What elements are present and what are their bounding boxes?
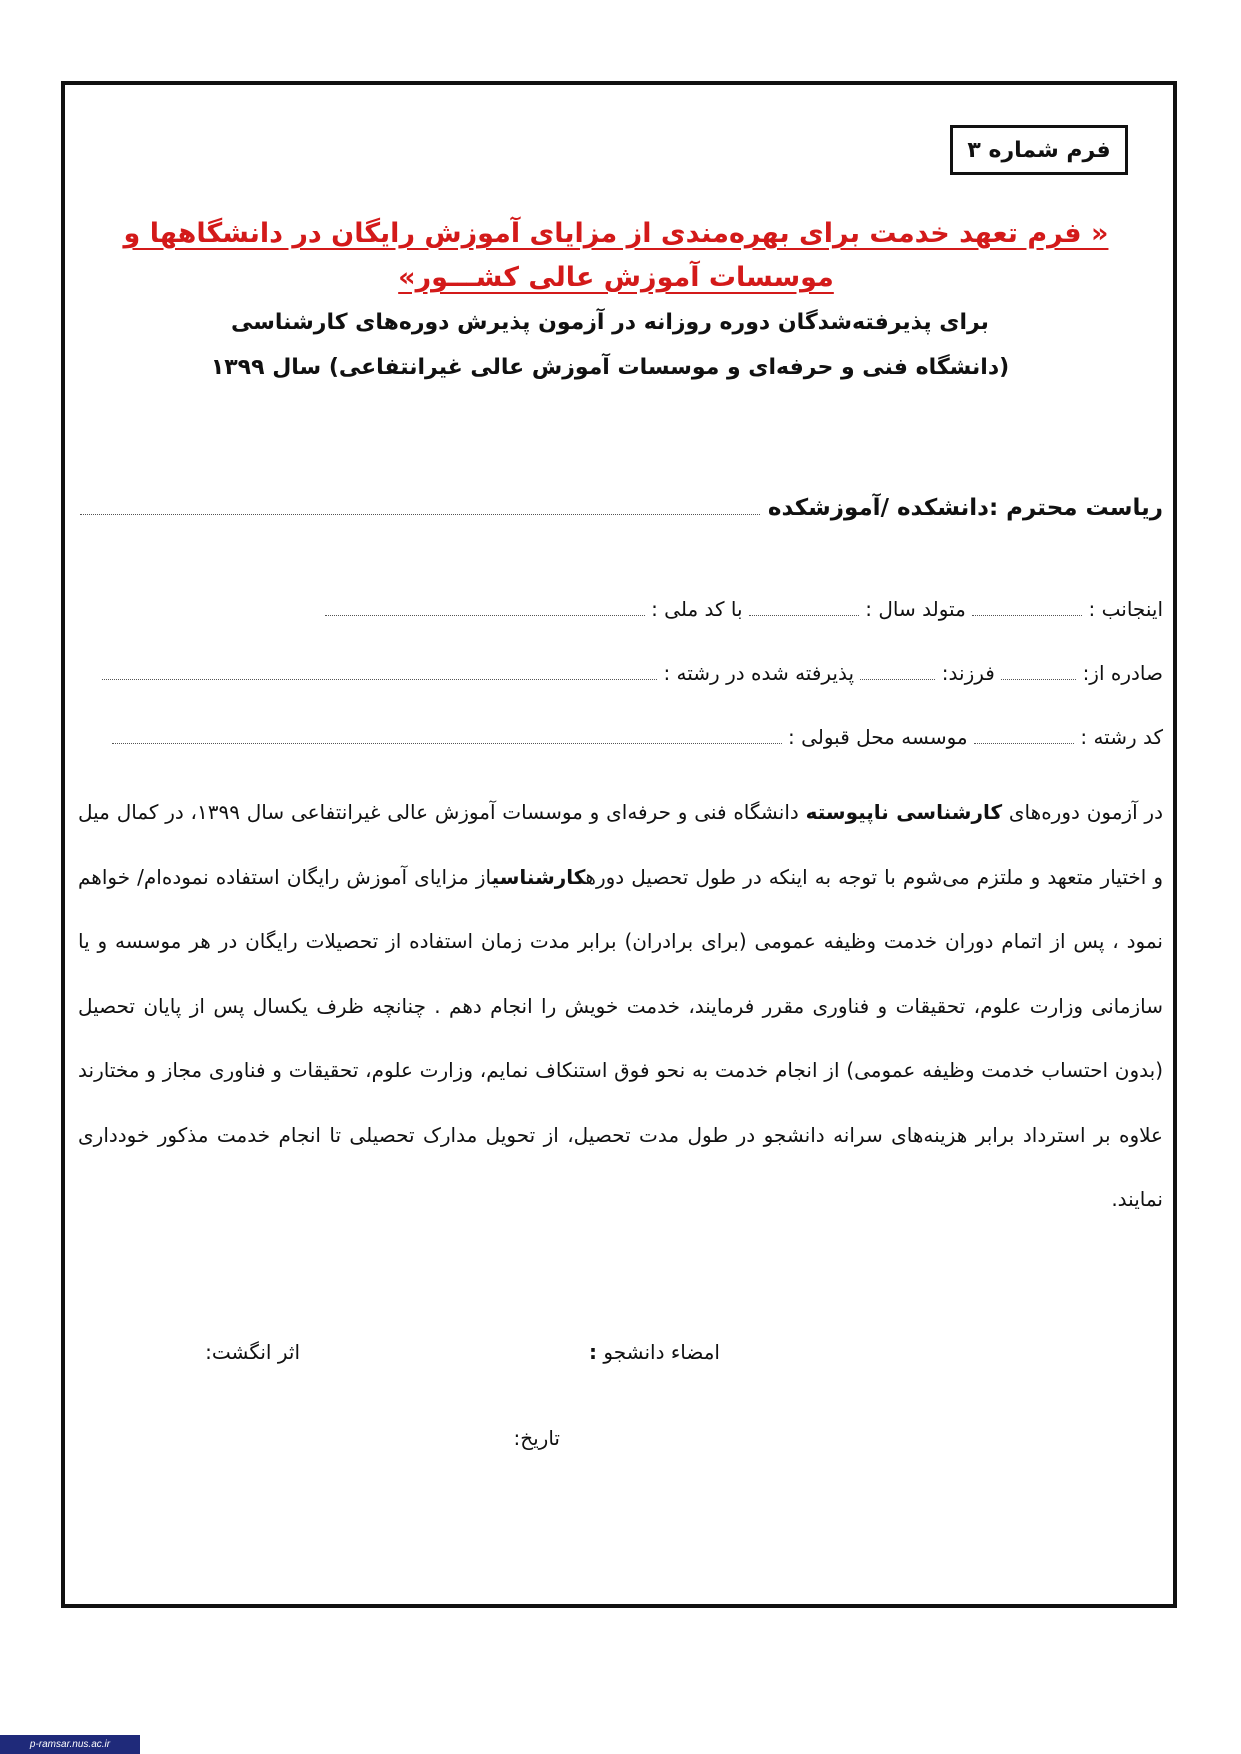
commitment-paragraph — [78, 780, 1163, 1232]
birth-year-label: متولد سال : — [865, 597, 966, 621]
field-row-origin — [78, 661, 1163, 685]
issued-from-label: صادره از: — [1082, 661, 1163, 685]
major-code-label: کد رشته : — [1080, 725, 1163, 749]
date-label: تاریخ: — [513, 1426, 560, 1450]
birth-year-blank[interactable] — [749, 614, 859, 616]
student-signature[interactable] — [500, 1340, 720, 1364]
body-part-1: در آزمون دوره‌های — [1002, 800, 1163, 824]
national-code-blank[interactable] — [325, 614, 645, 616]
issued-from-blank[interactable] — [1001, 678, 1076, 680]
watermark-text: p-ramsar.nus.ac.ir — [29, 1739, 111, 1750]
child-of-label: فرزند: — [941, 661, 995, 685]
form-number: فرم شماره ۳ — [967, 137, 1111, 163]
student-signature-label: امضاء دانشجو — [597, 1340, 720, 1364]
student-signature-colon: : — [589, 1340, 598, 1364]
addressee-line — [80, 495, 1163, 521]
body-degree-bold-1: کارشناسی ناپیوسته — [805, 800, 1003, 824]
site-watermark — [0, 1735, 140, 1754]
body-degree-bold-2: کارشناسی — [491, 864, 586, 889]
form-title: « فرم تعهد خدمت برای بهره‌مندی از مزایای آموزش رایگان در دانشگاهها و موسسات آموزش عالی کشـــور» — [123, 218, 1109, 293]
addressee-label: ریاست محترم :دانشکده /آموزشکده — [767, 495, 1163, 521]
applicant-label: اینجانب : — [1088, 597, 1163, 621]
national-code-label: با کد ملی : — [651, 597, 743, 621]
thumbprint-field[interactable] — [190, 1340, 300, 1364]
applicant-name-blank[interactable] — [972, 614, 1082, 616]
addressee-blank[interactable] — [80, 513, 760, 515]
accepted-major-label: پذیرفته شده در رشته : — [663, 661, 855, 685]
body-part-2: دانشگاه فنی و حرفه‌ای و موسسات آموزش عالی غیرانتفاعی سال ۱۳۹۹، در کمال میل و اختیار متعهد و ملتزم می‌شوم با توجه به اینکه در طول تحصیل دوره — [78, 800, 1163, 889]
major-code-blank[interactable] — [974, 742, 1074, 744]
subtitle-institutions: (دانشگاه فنی و حرفه‌ای و موسسات آموزش عالی غیرانتفاعی) سال ۱۳۹۹ — [210, 355, 1010, 380]
field-row-identity — [78, 597, 1163, 621]
subtitle-admission: برای پذیرفته‌شدگان دوره روزانه در آزمون پذیرش دوره‌های کارشناسی — [231, 310, 989, 335]
institution-blank[interactable] — [112, 742, 782, 744]
thumbprint-label: اثر انگشت: — [205, 1340, 300, 1364]
body-part-3: از مزایای آموزش رایگان استفاده نموده‌ام/ خواهم نمود ، پس از اتمام دوران خدمت وظیفه عمومی (برای برادران) برابر مدت زمان استفاده از تحصیلات رایگان در هر موسسه و یا سازمانی وزارت علوم، تحقیقات و فناوری مقرر فرمایند، خدمت خویش را انجام دهم . چنانچه ظرف یکسال پس از پایان تحصیل (بدون احتساب خدمت وظیفه عمومی) از انجام خدمت به نحو فوق استنکاف نمایم، وزارت علوم، تحقیقات و فناوری مجاز و مختارند علاوه بر استرداد برابر هزینه‌های سرانه دانشجو در طول مدت تحصیل، از تحویل مدارک تحصیلی تا انجام خدمت مذکور خودداری نمایند. — [78, 864, 1163, 1211]
form-number-box — [950, 125, 1128, 175]
major-name-blank[interactable] — [102, 678, 657, 680]
father-name-blank[interactable] — [860, 678, 935, 680]
institution-label: موسسه محل قبولی : — [787, 725, 968, 749]
field-row-institution — [78, 725, 1163, 749]
date-field[interactable] — [500, 1426, 560, 1450]
